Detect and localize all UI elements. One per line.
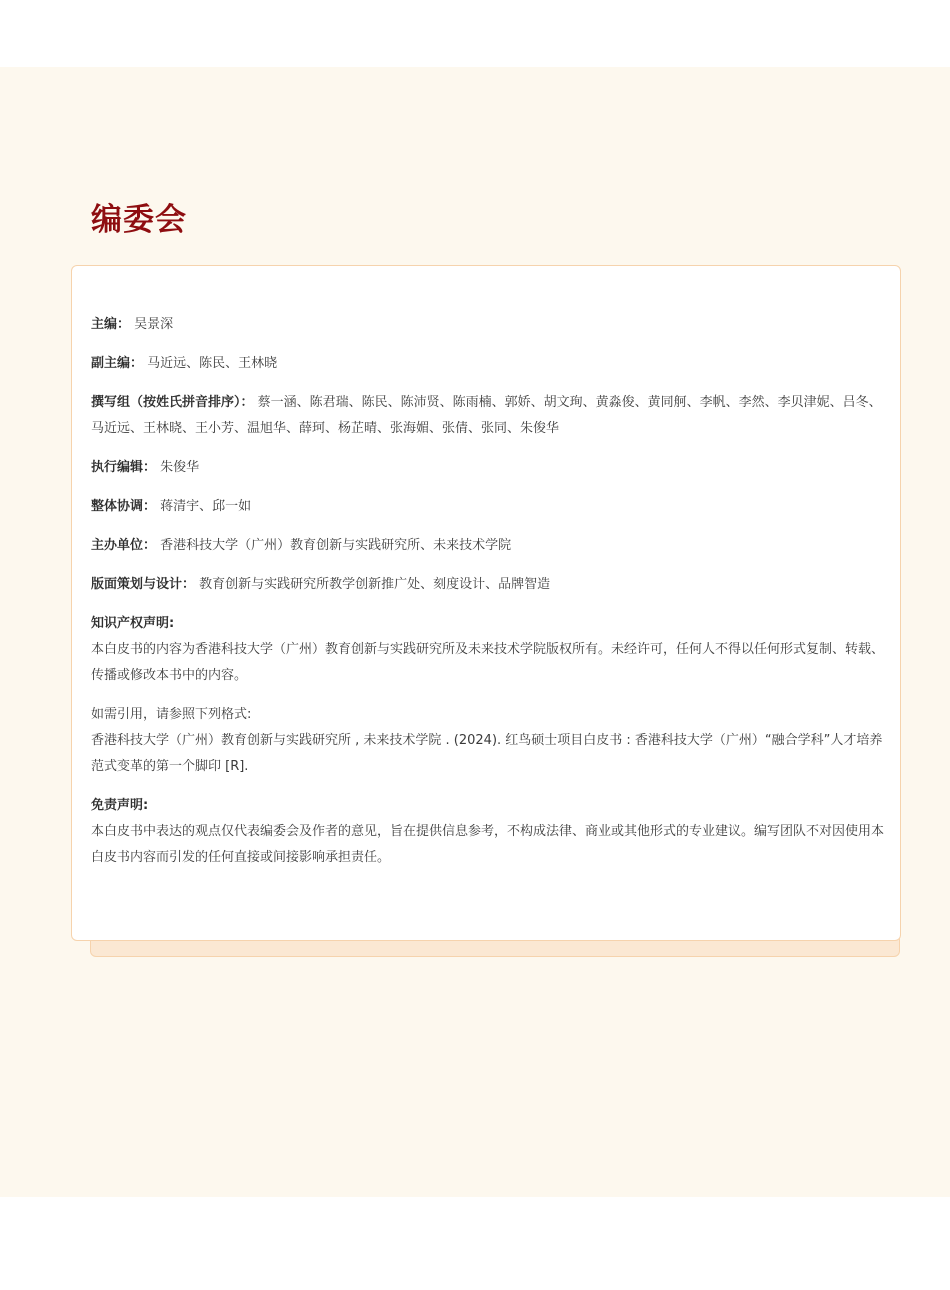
deputy-editors-label: 副主编： [91, 356, 144, 371]
executive-editor-row [91, 455, 884, 481]
citation-intro: 如需引用，请参照下列格式: [91, 707, 252, 722]
coordination-value: 蒋清宇、邱一如 [160, 499, 252, 514]
layout-design-row [91, 572, 884, 598]
deputy-editors-value: 马近远、陈民、王林晓 [147, 356, 278, 371]
page-title: 编委会 [91, 202, 187, 238]
organizer-value: 香港科技大学（广州）教育创新与实践研究所、未来技术学院 [160, 538, 512, 553]
copyright-section [91, 611, 884, 689]
citation-text: 香港科技大学（广州）教育创新与实践研究所 , 未来技术学院 . (2024). 红鸟硕士项目白皮书 : 香港科技大学（广州）“融合学科”人才培养范式变革的第一个脚印 [R]. [91, 733, 883, 774]
writing-group-label: 撰写组（按姓氏拼音排序）： [91, 395, 254, 410]
writing-group-row [91, 390, 884, 442]
layout-design-value: 教育创新与实践研究所教学创新推广处、刻度设计、品牌智造 [199, 577, 551, 592]
citation-section [91, 702, 884, 780]
layout-design-label: 版面策划与设计： [91, 577, 196, 592]
deputy-editors-row [91, 351, 884, 377]
disclaimer-section [91, 793, 884, 871]
editorial-content [91, 312, 884, 884]
chief-editor-value: 吴景深 [134, 317, 174, 332]
copyright-label: 知识产权声明: [91, 616, 175, 631]
coordination-row [91, 494, 884, 520]
chief-editor-label: 主编： [91, 317, 131, 332]
coordination-label: 整体协调： [91, 499, 157, 514]
copyright-text: 本白皮书的内容为香港科技大学（广州）教育创新与实践研究所及未来技术学院版权所有。未经许可，任何人不得以任何形式复制、转载、传播或修改本书中的内容。 [91, 642, 885, 683]
disclaimer-label: 免责声明: [91, 798, 149, 813]
executive-editor-label: 执行编辑： [91, 460, 157, 475]
organizer-row [91, 533, 884, 559]
organizer-label: 主办单位： [91, 538, 157, 553]
writing-group-value: 蔡一涵、陈君瑞、陈民、陈沛贤、陈雨楠、郭娇、胡文珣、黄淼俊、黄同舸、李帆、李然、李贝津妮、吕冬、马近远、王林晓、王小芳、温旭华、薛珂、杨芷晴、张海媚、张倩、张同、朱俊华 [91, 395, 882, 436]
executive-editor-value: 朱俊华 [160, 460, 200, 475]
disclaimer-text: 本白皮书中表达的观点仅代表编委会及作者的意见，旨在提供信息参考，不构成法律、商业或其他形式的专业建议。编写团队不对因使用本白皮书内容而引发的任何直接或间接影响承担责任。 [91, 824, 885, 865]
editorial-card [71, 265, 901, 941]
chief-editor-row [91, 312, 884, 338]
